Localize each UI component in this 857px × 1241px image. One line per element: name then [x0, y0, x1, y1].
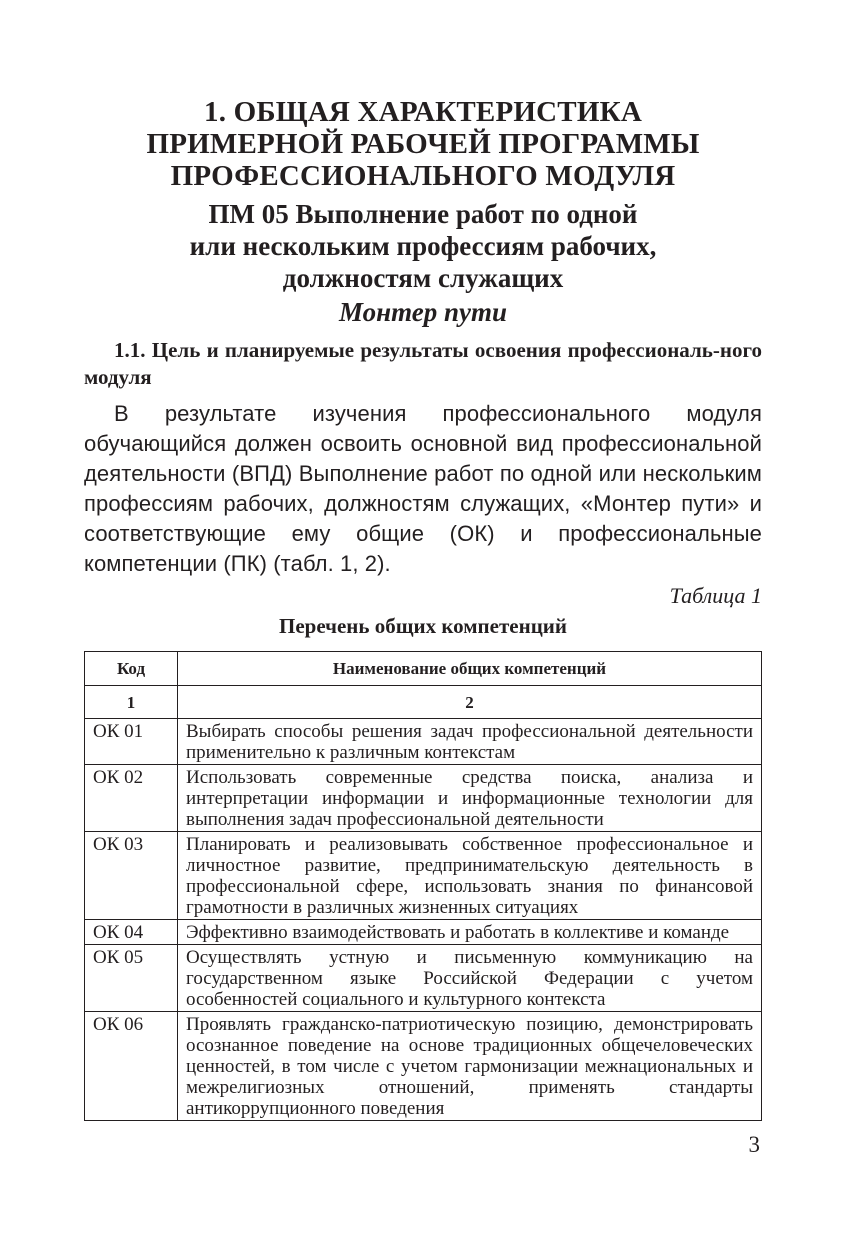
table-row — [85, 832, 762, 920]
table-header-row — [85, 652, 762, 686]
table-row — [85, 765, 762, 832]
competency-text: Эффективно взаимодействовать и работать в коллективе и команде — [178, 920, 762, 945]
section-heading: 1.1. Цель и планируемые результаты освоения профессиональ-ного модуля — [84, 338, 762, 389]
competency-text: Осуществлять устную и письменную коммуникацию на государственном языке Российской Федерации с учетом особенностей социального и культурного контекста — [178, 945, 762, 1012]
module-title — [84, 198, 762, 294]
competency-text: Выбирать способы решения задач профессиональной деятельности применительно к различным контекстам — [178, 719, 762, 765]
column-number: 1 — [85, 686, 178, 719]
competency-code: ОК 06 — [85, 1012, 178, 1121]
competency-code: ОК 03 — [85, 832, 178, 920]
competency-code: ОК 01 — [85, 719, 178, 765]
chapter-heading — [84, 96, 762, 192]
module-title-line: ПМ 05 Выполнение работ по одной — [208, 199, 638, 229]
chapter-heading-line: ПРИМЕРНОЙ РАБОЧЕЙ ПРОГРАММЫ — [146, 128, 700, 160]
page-number: 3 — [748, 1132, 760, 1157]
competencies-table — [84, 651, 762, 1121]
chapter-heading-line: ПРОФЕССИОНАЛЬНОГО МОДУЛЯ — [170, 160, 676, 192]
table-row — [85, 945, 762, 1012]
table-title: Перечень общих компетенций — [278, 614, 567, 638]
table-row — [85, 1012, 762, 1121]
header-name: Наименование общих компетенций — [178, 652, 762, 686]
header-code: Код — [85, 652, 178, 686]
table-numbering-row — [85, 686, 762, 719]
column-number: 2 — [178, 686, 762, 719]
chapter-heading-line: 1. ОБЩАЯ ХАРАКТЕРИСТИКА — [204, 96, 642, 128]
competency-text: Проявлять гражданско-патриотическую позицию, демонстрировать осознанное поведение на основе традиционных общечеловеческих ценностей, в том числе с учетом гармонизации межнациональных и межрелигиозных отношений, применять стандарты антикоррупционного поведения — [178, 1012, 762, 1121]
table-label: Таблица 1 — [669, 583, 762, 608]
document-page — [84, 96, 762, 1121]
module-title-line: или нескольким профессиям рабочих, — [189, 231, 657, 261]
competency-code: ОК 04 — [85, 920, 178, 945]
competency-text: Планировать и реализовывать собственное профессиональное и личностное развитие, предпринимательскую деятельность в профессиональной сфере, использовать знания по финансовой грамотности в различных жизненных ситуациях — [178, 832, 762, 920]
module-title-line: должностям служащих — [282, 263, 564, 293]
intro-paragraph: В результате изучения профессионального модуля обучающийся должен освоить основной вид профессиональной деятельности (ВПД) Выполнение работ по одной или нескольким профессиям рабочих, должностям служащих, «Монтер пути» и соответствующие ему общие (ОК) и профессиональные компетенции (ПК) (табл. 1, 2). — [84, 401, 762, 576]
competency-code: ОК 02 — [85, 765, 178, 832]
competency-code: ОК 05 — [85, 945, 178, 1012]
table-row — [85, 920, 762, 945]
profession-title: Монтер пути — [338, 297, 507, 327]
table-row — [85, 719, 762, 765]
competency-text: Использовать современные средства поиска, анализа и интерпретации информации и информационные технологии для выполнения задач профессиональной деятельности — [178, 765, 762, 832]
